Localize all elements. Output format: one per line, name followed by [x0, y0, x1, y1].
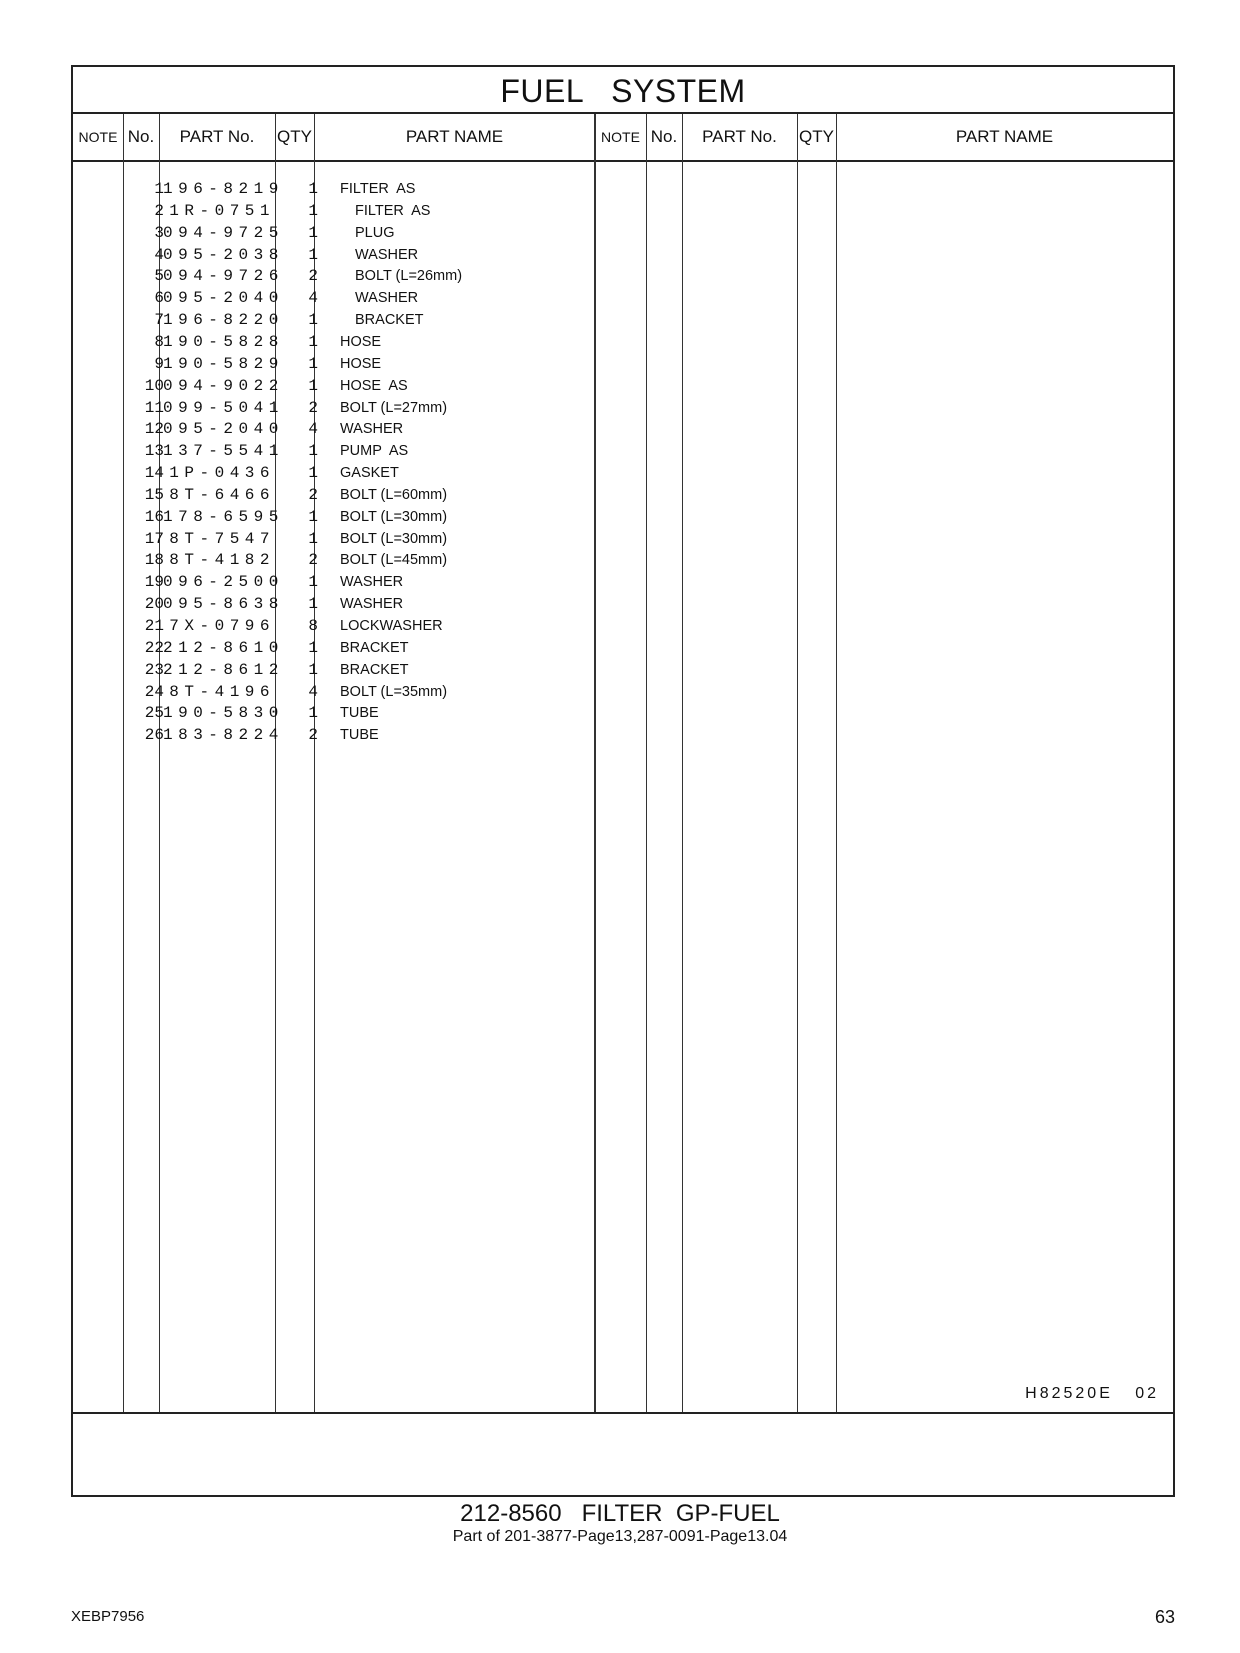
quantity: 2 — [308, 485, 318, 504]
quantity: 1 — [308, 507, 318, 526]
quantity: 1 — [308, 223, 318, 242]
quantity: 4 — [308, 682, 318, 701]
table-row — [73, 440, 1173, 463]
item-number: 4 — [154, 245, 164, 264]
table-row — [73, 637, 1173, 660]
part-name: WASHER — [340, 574, 404, 591]
item-number: 26 — [144, 726, 164, 745]
part-number: 1R-0751 — [169, 201, 275, 220]
part-number: 095-2040 — [163, 289, 284, 308]
quantity: 2 — [308, 267, 318, 286]
table-row — [73, 659, 1173, 682]
table-row — [73, 265, 1173, 288]
part-number: 095-2038 — [163, 245, 284, 264]
part-name: LOCKWASHER — [340, 618, 443, 634]
quantity: 2 — [308, 398, 318, 417]
item-number: 15 — [144, 485, 164, 504]
document-id: XEBP7956 — [71, 1608, 145, 1625]
part-number: 099-5041 — [163, 398, 284, 417]
part-name: WASHER — [355, 290, 419, 307]
part-name: WASHER — [340, 421, 404, 438]
quantity: 1 — [308, 332, 318, 351]
drawing-code: H82520E 02 — [1025, 1385, 1159, 1402]
item-number: 2 — [154, 201, 164, 220]
item-number: 23 — [144, 660, 164, 679]
quantity: 2 — [308, 726, 318, 745]
page-title: FUEL SYSTEM — [73, 67, 1173, 114]
part-name: HOSE — [340, 333, 382, 350]
header-part-no-left: PART No. — [179, 127, 255, 146]
quantity: 1 — [308, 573, 318, 592]
quantity: 1 — [308, 595, 318, 614]
part-name: HOSE — [340, 355, 382, 372]
item-number: 13 — [144, 442, 164, 461]
header-no-left: No. — [127, 127, 155, 146]
part-name: HOSE AS — [340, 377, 408, 394]
item-number: 10 — [144, 376, 164, 395]
part-number: 094-9725 — [163, 223, 284, 242]
table-row — [73, 506, 1173, 529]
parts-list — [73, 162, 1173, 1414]
part-name: BRACKET — [355, 312, 424, 329]
header-qty-left: QTY — [277, 127, 312, 146]
table-row — [73, 702, 1173, 725]
item-number: 1 — [154, 180, 164, 198]
table-row — [73, 200, 1173, 223]
quantity: 1 — [308, 180, 318, 198]
item-number: 11 — [144, 398, 164, 417]
part-name: WASHER — [355, 246, 419, 263]
item-number: 5 — [154, 267, 164, 286]
part-name: BOLT (L=45mm) — [340, 552, 448, 569]
quantity: 1 — [308, 704, 318, 723]
group-reference: Part of 201-3877-Page13,287-0091-Page13.04 — [452, 1528, 788, 1545]
part-number: 8T-7547 — [169, 529, 275, 548]
part-name: BOLT (L=60mm) — [340, 486, 448, 503]
table-row — [73, 418, 1173, 441]
quantity: 1 — [308, 201, 318, 220]
item-number: 14 — [144, 464, 164, 483]
part-number: 094-9726 — [163, 267, 284, 286]
item-number: 25 — [144, 704, 164, 723]
quantity: 1 — [308, 245, 318, 264]
item-number: 7 — [154, 311, 164, 330]
header-part-no-right: PART No. — [702, 127, 777, 146]
part-number: 1P-0436 — [169, 464, 275, 483]
part-number: 196-8220 — [163, 311, 284, 330]
part-name: BOLT (L=35mm) — [340, 683, 448, 700]
header-part-name-left: PART NAME — [405, 127, 504, 146]
part-number: 190-5828 — [163, 332, 284, 351]
item-number: 19 — [144, 573, 164, 592]
table-row — [73, 681, 1173, 704]
part-number: 8T-4196 — [169, 682, 275, 701]
part-number: 095-8638 — [163, 595, 284, 614]
item-number: 16 — [144, 507, 164, 526]
part-number: 137-5541 — [163, 442, 284, 461]
table-row — [73, 353, 1173, 376]
quantity: 1 — [308, 660, 318, 679]
quantity: 1 — [308, 311, 318, 330]
part-number: 190-5830 — [163, 704, 284, 723]
part-number: 096-2500 — [163, 573, 284, 592]
table-row — [73, 462, 1173, 485]
table-row — [73, 615, 1173, 638]
quantity: 8 — [308, 617, 318, 635]
quantity: 1 — [308, 376, 318, 395]
header-note-left: NOTE — [78, 129, 118, 145]
header-note-right: NOTE — [601, 129, 640, 145]
part-name: TUBE — [340, 727, 379, 744]
item-number: 9 — [154, 354, 164, 373]
part-number: 212-8610 — [163, 638, 284, 657]
item-number: 3 — [154, 223, 164, 242]
item-number: 17 — [144, 529, 164, 548]
item-number: 24 — [144, 682, 164, 701]
table-row — [73, 244, 1173, 267]
item-number: 21 — [144, 617, 164, 635]
group-title: 212-8560 FILTER GP-FUEL — [460, 1500, 780, 1527]
table-row — [73, 528, 1173, 551]
part-number: 212-8612 — [163, 660, 284, 679]
table-row — [73, 484, 1173, 507]
part-name: BOLT (L=27mm) — [340, 399, 448, 416]
part-number: 183-8224 — [163, 726, 284, 745]
part-number: 8T-6466 — [169, 485, 275, 504]
item-number: 12 — [144, 420, 164, 439]
table-row — [73, 549, 1173, 572]
part-number: 094-9022 — [163, 376, 284, 395]
part-name: BRACKET — [340, 661, 409, 678]
item-number: 18 — [144, 551, 164, 570]
part-name: GASKET — [340, 465, 399, 482]
table-row — [73, 331, 1173, 354]
quantity: 1 — [308, 529, 318, 548]
part-name: FILTER AS — [355, 202, 431, 219]
quantity: 1 — [308, 354, 318, 373]
part-number: 8T-4182 — [169, 551, 275, 570]
parts-table-frame — [71, 65, 1175, 1497]
table-row — [73, 724, 1173, 747]
header-no-right: No. — [650, 127, 678, 146]
part-number: 196-8219 — [163, 180, 284, 198]
part-name: TUBE — [340, 705, 379, 722]
item-number: 8 — [154, 332, 164, 351]
quantity: 4 — [308, 420, 318, 439]
part-name: PLUG — [355, 224, 395, 241]
header-part-name-right: PART NAME — [955, 127, 1054, 146]
part-name: PUMP AS — [340, 443, 409, 460]
part-name: BRACKET — [340, 639, 409, 656]
table-row — [73, 178, 1173, 201]
quantity: 1 — [308, 442, 318, 461]
table-row — [73, 593, 1173, 616]
quantity: 4 — [308, 289, 318, 308]
table-row — [73, 287, 1173, 310]
part-name: FILTER AS — [340, 181, 416, 197]
part-name: WASHER — [340, 596, 404, 613]
part-name: BOLT (L=30mm) — [340, 530, 448, 547]
part-number: 190-5829 — [163, 354, 284, 373]
part-number: 095-2040 — [163, 420, 284, 439]
table-row — [73, 397, 1173, 420]
item-number: 20 — [144, 595, 164, 614]
part-name: BOLT (L=26mm) — [355, 268, 463, 285]
table-header-row — [73, 114, 1173, 162]
quantity: 2 — [308, 551, 318, 570]
page-number: 63 — [1154, 1607, 1175, 1627]
item-number: 22 — [144, 638, 164, 657]
part-number: 178-6595 — [163, 507, 284, 526]
table-row — [73, 571, 1173, 594]
item-number: 6 — [154, 289, 164, 308]
table-row — [73, 222, 1173, 245]
table-row — [73, 309, 1173, 332]
quantity: 1 — [308, 464, 318, 483]
part-number: 7X-0796 — [169, 617, 275, 635]
quantity: 1 — [308, 638, 318, 657]
header-qty-right: QTY — [799, 127, 834, 146]
part-name: BOLT (L=30mm) — [340, 508, 448, 525]
table-row — [73, 375, 1173, 398]
